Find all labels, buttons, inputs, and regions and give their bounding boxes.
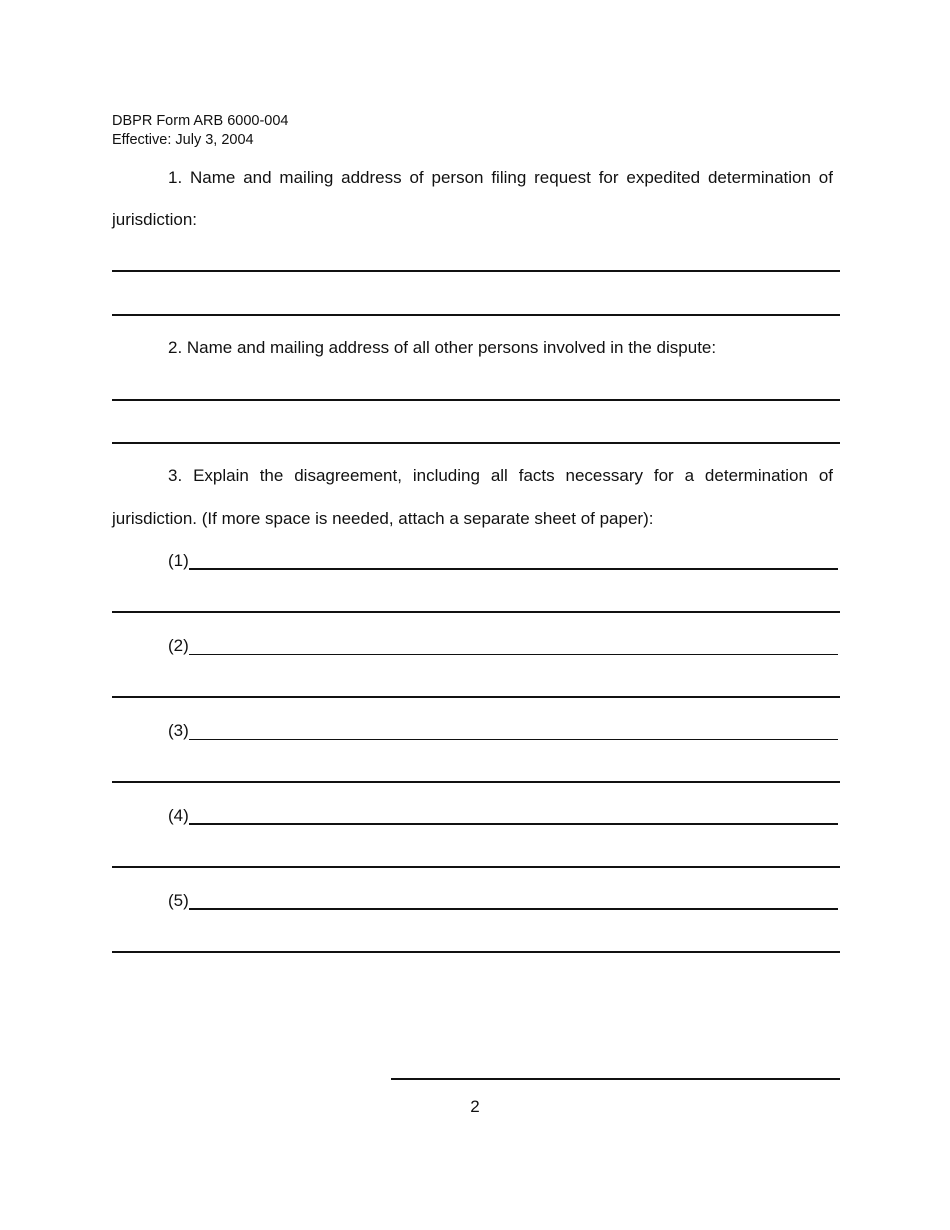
item-1-answer-line[interactable] [189, 568, 838, 570]
section1-prompt-line1: 1. Name and mailing address of person filing request for expedited determination of [168, 168, 833, 187]
item-5-label: (5) [168, 891, 189, 910]
item-2-answer-line[interactable] [189, 654, 838, 655]
section1-answer-line-1[interactable] [112, 270, 840, 272]
section2-answer-line-1[interactable] [112, 399, 840, 401]
section1-answer-line-2[interactable] [112, 314, 840, 316]
item-5-continuation-line[interactable] [112, 951, 840, 953]
item-3-answer-line[interactable] [189, 739, 838, 740]
item-4-continuation-line[interactable] [112, 866, 840, 868]
item-4-label: (4) [168, 806, 189, 825]
item-2-continuation-line[interactable] [112, 696, 840, 698]
section3-prompt-line1: 3. Explain the disagreement, including all facts necessary for a determination of [168, 466, 833, 485]
page-number: 2 [470, 1097, 480, 1116]
item-3-continuation-line[interactable] [112, 781, 840, 783]
section3-prompt-line2: jurisdiction. (If more space is needed, attach a separate sheet of paper): [112, 509, 654, 528]
item-1-label: (1) [168, 551, 189, 570]
section1-prompt-line2: jurisdiction: [112, 210, 198, 229]
signature-line[interactable] [391, 1078, 840, 1080]
item-5-answer-line[interactable] [189, 908, 838, 910]
effective-date: Effective: July 3, 2004 [112, 132, 254, 148]
section2-answer-line-2[interactable] [112, 442, 840, 444]
item-3-label: (3) [168, 721, 189, 740]
item-1-continuation-line[interactable] [112, 611, 840, 613]
item-2-label: (2) [168, 636, 189, 655]
form-id: DBPR Form ARB 6000-004 [112, 113, 289, 129]
item-4-answer-line[interactable] [189, 823, 838, 825]
section2-prompt: 2. Name and mailing address of all other persons involved in the dispute: [168, 338, 717, 357]
